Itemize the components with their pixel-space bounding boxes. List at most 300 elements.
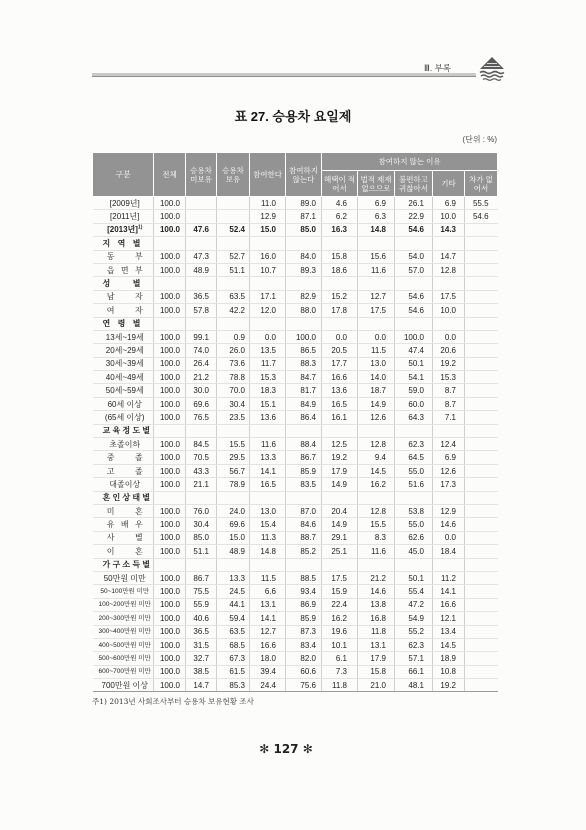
empty-cell <box>250 237 286 250</box>
cell-reason-few-benefits: 0.0 <box>322 330 358 343</box>
row-label-cell <box>93 397 154 410</box>
cell-has-car: 68.5 <box>217 638 250 651</box>
cell-reason-no-car <box>465 531 498 544</box>
cell-no-car: 84.5 <box>186 438 217 451</box>
cell-reason-other: 14.1 <box>433 585 465 598</box>
cell-reason-inconvenient: 53.8 <box>395 504 433 517</box>
table-row <box>93 290 498 303</box>
empty-cell <box>465 424 498 437</box>
cell-not-participate: 86.7 <box>286 451 322 464</box>
cell-reason-inconvenient: 47.4 <box>395 344 433 357</box>
table-row <box>93 518 498 531</box>
cell-reason-other: 19.2 <box>433 679 465 692</box>
cell-total: 100.0 <box>154 451 186 464</box>
empty-cell <box>433 317 465 330</box>
cell-reason-other: 18.9 <box>433 652 465 665</box>
table-row <box>93 598 498 611</box>
cell-not-participate: 93.4 <box>286 585 322 598</box>
cell-reason-few-benefits: 17.5 <box>322 571 358 584</box>
cell-no-car: 30.0 <box>186 384 217 397</box>
cell-not-participate: 81.7 <box>286 384 322 397</box>
cell-not-participate: 85.9 <box>286 464 322 477</box>
row-label: 30세~39세 <box>105 359 144 369</box>
cell-participate: 24.4 <box>250 679 286 692</box>
table-row <box>93 223 498 236</box>
cell-reason-other: 10.0 <box>433 210 465 223</box>
empty-cell <box>217 558 250 571</box>
cell-reason-no-penalty: 12.8 <box>358 438 395 451</box>
cell-reason-no-car <box>465 652 498 665</box>
cell-not-participate: 84.9 <box>286 397 322 410</box>
cell-reason-other: 14.5 <box>433 638 465 651</box>
cell-reason-few-benefits: 17.9 <box>322 464 358 477</box>
empty-cell <box>433 558 465 571</box>
cell-has-car: 23.5 <box>217 411 250 424</box>
empty-cell <box>358 317 395 330</box>
cell-participate: 13.1 <box>250 598 286 611</box>
table-row <box>93 612 498 625</box>
cell-reason-inconvenient: 54.6 <box>395 304 433 317</box>
cell-reason-inconvenient: 55.0 <box>395 464 433 477</box>
cell-reason-other: 6.9 <box>433 451 465 464</box>
cell-has-car: 24.0 <box>217 504 250 517</box>
column-header-total: 전체 <box>154 153 186 197</box>
cell-reason-no-car <box>465 290 498 303</box>
cell-reason-no-penalty: 11.6 <box>358 545 395 558</box>
cell-participate: 12.9 <box>250 210 286 223</box>
section-row <box>93 277 498 290</box>
row-label: 300~400만원 미만 <box>98 628 151 636</box>
cell-reason-few-benefits: 20.5 <box>322 344 358 357</box>
row-label-cell <box>93 197 154 210</box>
cell-reason-no-car <box>465 518 498 531</box>
cell-reason-few-benefits: 16.3 <box>322 223 358 236</box>
cell-reason-other: 12.4 <box>433 438 465 451</box>
column-header-not-participate: 참여하지 않는다 <box>286 153 322 197</box>
table-title: 표 27. 승용차 요일제 <box>234 109 352 124</box>
cell-reason-no-penalty: 13.1 <box>358 638 395 651</box>
empty-cell <box>395 424 433 437</box>
cell-has-car: 61.5 <box>217 665 250 678</box>
cell-has-car: 85.3 <box>217 679 250 692</box>
section-row <box>93 558 498 571</box>
empty-cell <box>322 491 358 504</box>
row-label-cell <box>93 585 154 598</box>
cell-has-car: 78.9 <box>217 478 250 491</box>
row-label: 여 자 <box>106 305 143 315</box>
row-label: 20세~29세 <box>105 345 144 355</box>
empty-cell <box>154 424 186 437</box>
cell-no-car: 47.3 <box>186 250 217 263</box>
table-row <box>93 210 498 223</box>
cell-reason-no-car <box>465 397 498 410</box>
row-label: 사 별 <box>106 533 143 543</box>
table-row <box>93 478 498 491</box>
cell-has-car: 56.7 <box>217 464 250 477</box>
table-row <box>93 250 498 263</box>
cell-not-participate: 89.0 <box>286 197 322 210</box>
section-row <box>93 424 498 437</box>
section-label-cell <box>93 424 154 437</box>
row-label-cell <box>93 464 154 477</box>
cell-reason-other: 0.0 <box>433 330 465 343</box>
cell-total: 100.0 <box>154 625 186 638</box>
cell-reason-no-car <box>465 371 498 384</box>
cell-has-car: 15.5 <box>217 438 250 451</box>
cell-participate: 10.7 <box>250 263 286 276</box>
empty-cell <box>154 558 186 571</box>
cell-not-participate: 88.4 <box>286 438 322 451</box>
cell-reason-no-car <box>465 357 498 370</box>
cell-no-car: 47.6 <box>186 223 217 236</box>
cell-reason-no-penalty: 16.2 <box>358 478 395 491</box>
column-header-reason-no-car: 차가 없어서 <box>465 171 498 197</box>
cell-reason-no-car <box>465 344 498 357</box>
cell-reason-no-car <box>465 478 498 491</box>
cell-reason-no-car <box>465 451 498 464</box>
row-label: [2011년] <box>110 212 140 222</box>
cell-not-participate: 83.4 <box>286 638 322 651</box>
empty-cell <box>286 558 322 571</box>
empty-cell <box>250 424 286 437</box>
cell-reason-few-benefits: 14.9 <box>322 478 358 491</box>
cell-reason-no-car <box>465 384 498 397</box>
table-row <box>93 638 498 651</box>
cell-not-participate: 87.3 <box>286 625 322 638</box>
cell-not-participate: 83.5 <box>286 478 322 491</box>
mountain-wave-icon <box>477 54 507 82</box>
cell-participate: 0.0 <box>250 330 286 343</box>
empty-cell <box>433 277 465 290</box>
cell-reason-no-penalty: 11.6 <box>358 263 395 276</box>
empty-cell <box>358 424 395 437</box>
cell-reason-no-car <box>465 612 498 625</box>
cell-no-car: 48.9 <box>186 263 217 276</box>
cell-reason-inconvenient: 62.3 <box>395 638 433 651</box>
cell-has-car: 15.0 <box>217 531 250 544</box>
cell-reason-other: 12.1 <box>433 612 465 625</box>
cell-has-car: 78.8 <box>217 371 250 384</box>
cell-reason-few-benefits: 17.7 <box>322 357 358 370</box>
empty-cell <box>286 491 322 504</box>
row-label-cell <box>93 371 154 384</box>
cell-reason-other: 17.5 <box>433 290 465 303</box>
cell-has-car: 67.3 <box>217 652 250 665</box>
table-row <box>93 197 498 210</box>
cell-reason-other: 14.3 <box>433 223 465 236</box>
empty-cell <box>217 237 250 250</box>
row-label: 50만원 미만 <box>103 573 146 583</box>
empty-cell <box>395 277 433 290</box>
table-row <box>93 330 498 343</box>
cell-reason-inconvenient: 55.0 <box>395 518 433 531</box>
row-label-cell <box>93 290 154 303</box>
cell-reason-other: 8.7 <box>433 397 465 410</box>
cell-not-participate: 85.0 <box>286 223 322 236</box>
cell-reason-other: 7.1 <box>433 411 465 424</box>
cell-total: 100.0 <box>154 304 186 317</box>
cell-reason-other: 17.3 <box>433 478 465 491</box>
row-label: 400~500만원 미만 <box>98 641 151 649</box>
cell-participate: 11.0 <box>250 197 286 210</box>
column-header-participate: 참여한다 <box>250 153 286 197</box>
cell-participate: 14.1 <box>250 464 286 477</box>
cell-reason-inconvenient: 57.1 <box>395 652 433 665</box>
empty-cell <box>322 277 358 290</box>
cell-reason-few-benefits: 11.8 <box>322 679 358 692</box>
cell-not-participate: 88.0 <box>286 304 322 317</box>
cell-reason-few-benefits: 29.1 <box>322 531 358 544</box>
empty-cell <box>286 237 322 250</box>
row-label: 동 부 <box>106 252 143 262</box>
cell-not-participate: 82.9 <box>286 290 322 303</box>
cell-reason-no-penalty: 15.5 <box>358 518 395 531</box>
row-label-cell <box>93 250 154 263</box>
row-label: 500~600만원 미만 <box>98 654 151 662</box>
cell-reason-inconvenient: 48.1 <box>395 679 433 692</box>
table-row <box>93 585 498 598</box>
column-header-no-car: 승용차 미보유 <box>186 153 217 197</box>
cell-not-participate: 87.0 <box>286 504 322 517</box>
cell-reason-no-penalty: 11.5 <box>358 344 395 357</box>
column-header-reason-no-penalty: 법적 제재 없으므로 <box>358 171 395 197</box>
row-label-cell <box>93 478 154 491</box>
cell-not-participate: 88.5 <box>286 571 322 584</box>
cell-not-participate: 85.9 <box>286 612 322 625</box>
empty-cell <box>250 277 286 290</box>
empty-cell <box>217 317 250 330</box>
cell-reason-no-car: 55.5 <box>465 197 498 210</box>
cell-reason-no-penalty: 14.0 <box>358 371 395 384</box>
section-label: 교 육 정 도 별 <box>102 426 151 436</box>
section-row <box>93 317 498 330</box>
cell-total: 100.0 <box>154 411 186 424</box>
cell-participate: 15.1 <box>250 397 286 410</box>
cell-participate: 16.5 <box>250 478 286 491</box>
cell-participate: 16.0 <box>250 250 286 263</box>
table-row <box>93 625 498 638</box>
empty-cell <box>186 558 217 571</box>
cell-total: 100.0 <box>154 384 186 397</box>
row-label-cell <box>93 531 154 544</box>
cell-participate: 15.4 <box>250 518 286 531</box>
column-header-reason-few-benefits: 혜택이 적어서 <box>322 171 358 197</box>
section-label-cell <box>93 491 154 504</box>
cell-reason-inconvenient: 54.6 <box>395 223 433 236</box>
cell-reason-inconvenient: 50.1 <box>395 571 433 584</box>
cell-reason-few-benefits: 15.9 <box>322 585 358 598</box>
empty-cell <box>433 491 465 504</box>
cell-reason-few-benefits: 18.6 <box>322 263 358 276</box>
row-label: 남 자 <box>106 292 143 302</box>
cell-reason-few-benefits: 12.5 <box>322 438 358 451</box>
cell-not-participate: 86.4 <box>286 411 322 424</box>
cell-no-car: 43.3 <box>186 464 217 477</box>
cell-reason-inconvenient: 50.1 <box>395 357 433 370</box>
cell-has-car: 42.2 <box>217 304 250 317</box>
row-label: 고 졸 <box>106 466 143 476</box>
column-header-reason-inconvenient: 불편하고 귀찮아서 <box>395 171 433 197</box>
cell-participate: 13.3 <box>250 451 286 464</box>
cell-participate: 12.7 <box>250 625 286 638</box>
row-label: 이 혼 <box>106 546 143 556</box>
cell-participate: 18.3 <box>250 384 286 397</box>
cell-no-car: 36.5 <box>186 290 217 303</box>
cell-has-car: 44.1 <box>217 598 250 611</box>
empty-cell <box>186 277 217 290</box>
cell-reason-other: 0.0 <box>433 531 465 544</box>
empty-cell <box>465 237 498 250</box>
cell-reason-other: 13.4 <box>433 625 465 638</box>
cell-participate: 17.1 <box>250 290 286 303</box>
empty-cell <box>217 424 250 437</box>
cell-no-car: 76.0 <box>186 504 217 517</box>
cell-total: 100.0 <box>154 223 186 236</box>
cell-reason-other: 16.6 <box>433 598 465 611</box>
cell-total: 100.0 <box>154 344 186 357</box>
cell-reason-no-car <box>465 545 498 558</box>
empty-cell <box>217 491 250 504</box>
cell-has-car: 69.6 <box>217 518 250 531</box>
row-label-cell <box>93 451 154 464</box>
row-label-cell <box>93 438 154 451</box>
row-label-cell <box>93 652 154 665</box>
cell-no-car: 40.6 <box>186 612 217 625</box>
row-label-cell <box>93 263 154 276</box>
column-header-category: 구분 <box>93 153 154 197</box>
cell-reason-few-benefits: 22.4 <box>322 598 358 611</box>
column-group-header-reasons: 참여하지 않는 이유 <box>322 153 498 171</box>
table-row <box>93 438 498 451</box>
cell-reason-no-car <box>465 571 498 584</box>
cell-reason-inconvenient: 55.4 <box>395 585 433 598</box>
empty-cell <box>433 424 465 437</box>
empty-cell <box>395 558 433 571</box>
cell-has-car: 13.3 <box>217 571 250 584</box>
cell-no-car: 70.5 <box>186 451 217 464</box>
empty-cell <box>250 491 286 504</box>
section-label: 혼 인 상 태 별 <box>102 493 151 503</box>
row-label: 미 혼 <box>106 506 143 516</box>
cell-reason-no-penalty: 14.8 <box>358 223 395 236</box>
cell-has-car: 73.6 <box>217 357 250 370</box>
table-row <box>93 665 498 678</box>
cell-reason-no-penalty: 13.8 <box>358 598 395 611</box>
cell-not-participate: 89.3 <box>286 263 322 276</box>
row-label: 700만원 이상 <box>101 680 148 690</box>
row-label: 50~100만원 미만 <box>100 588 150 596</box>
cell-reason-other: 14.6 <box>433 518 465 531</box>
column-header-has-car: 승용차 보유 <box>217 153 250 197</box>
table-row <box>93 263 498 276</box>
cell-reason-few-benefits: 19.2 <box>322 451 358 464</box>
cell-reason-no-penalty: 15.8 <box>358 665 395 678</box>
cell-no-car: 32.7 <box>186 652 217 665</box>
row-label-cell <box>93 344 154 357</box>
table-row <box>93 371 498 384</box>
row-label-cell <box>93 612 154 625</box>
cell-has-car: 52.4 <box>217 223 250 236</box>
empty-cell <box>465 491 498 504</box>
section-label-cell <box>93 317 154 330</box>
empty-cell <box>250 558 286 571</box>
cell-has-car: 70.0 <box>217 384 250 397</box>
cell-reason-other: 12.6 <box>433 464 465 477</box>
table-row <box>93 451 498 464</box>
row-label-cell <box>93 638 154 651</box>
cell-no-car: 36.5 <box>186 625 217 638</box>
cell-not-participate: 85.2 <box>286 545 322 558</box>
cell-total: 100.0 <box>154 518 186 531</box>
empty-cell <box>465 558 498 571</box>
row-label: 100~200만원 미만 <box>98 601 151 609</box>
cell-not-participate: 60.6 <box>286 665 322 678</box>
cell-no-car: 30.4 <box>186 518 217 531</box>
cell-reason-few-benefits: 19.6 <box>322 625 358 638</box>
row-label: 40세~49세 <box>105 372 144 382</box>
row-label-cell <box>93 625 154 638</box>
empty-cell <box>186 424 217 437</box>
cell-has-car: 0.9 <box>217 330 250 343</box>
cell-reason-no-car <box>465 411 498 424</box>
cell-no-car: 85.0 <box>186 531 217 544</box>
empty-cell <box>154 317 186 330</box>
cell-reason-no-penalty: 8.3 <box>358 531 395 544</box>
empty-cell <box>154 277 186 290</box>
empty-cell <box>322 237 358 250</box>
cell-not-participate: 82.0 <box>286 652 322 665</box>
cell-no-car <box>186 210 217 223</box>
section-label-cell <box>93 277 154 290</box>
empty-cell <box>286 424 322 437</box>
cell-reason-few-benefits: 15.8 <box>322 250 358 263</box>
cell-reason-no-car <box>465 263 498 276</box>
section-label-cell <box>93 237 154 250</box>
cell-reason-other: 12.9 <box>433 504 465 517</box>
cell-no-car: 55.9 <box>186 598 217 611</box>
empty-cell <box>358 558 395 571</box>
cell-total: 100.0 <box>154 330 186 343</box>
cell-no-car: 74.0 <box>186 344 217 357</box>
cell-reason-no-car <box>465 504 498 517</box>
cell-has-car: 24.5 <box>217 585 250 598</box>
cell-reason-no-penalty: 9.4 <box>358 451 395 464</box>
cell-reason-no-penalty: 14.6 <box>358 585 395 598</box>
cell-has-car: 29.5 <box>217 451 250 464</box>
cell-reason-no-car <box>465 598 498 611</box>
empty-cell <box>322 317 358 330</box>
cell-has-car <box>217 197 250 210</box>
cell-reason-few-benefits: 17.8 <box>322 304 358 317</box>
row-label: 13세~19세 <box>105 332 144 342</box>
row-label-cell <box>93 304 154 317</box>
table-row <box>93 357 498 370</box>
cell-has-car: 63.5 <box>217 290 250 303</box>
cell-has-car: 52.7 <box>217 250 250 263</box>
cell-reason-other: 15.3 <box>433 371 465 384</box>
row-label: 중 졸 <box>106 453 143 463</box>
cell-reason-inconvenient: 45.0 <box>395 545 433 558</box>
cell-reason-few-benefits: 16.1 <box>322 411 358 424</box>
unit-label: (단위 : %) <box>462 135 497 144</box>
cell-reason-few-benefits: 25.1 <box>322 545 358 558</box>
row-label: 50세~59세 <box>105 386 144 396</box>
cell-reason-no-penalty: 11.8 <box>358 625 395 638</box>
cell-total: 100.0 <box>154 263 186 276</box>
empty-cell <box>395 491 433 504</box>
cell-total: 100.0 <box>154 598 186 611</box>
cell-reason-no-car: 54.6 <box>465 210 498 223</box>
